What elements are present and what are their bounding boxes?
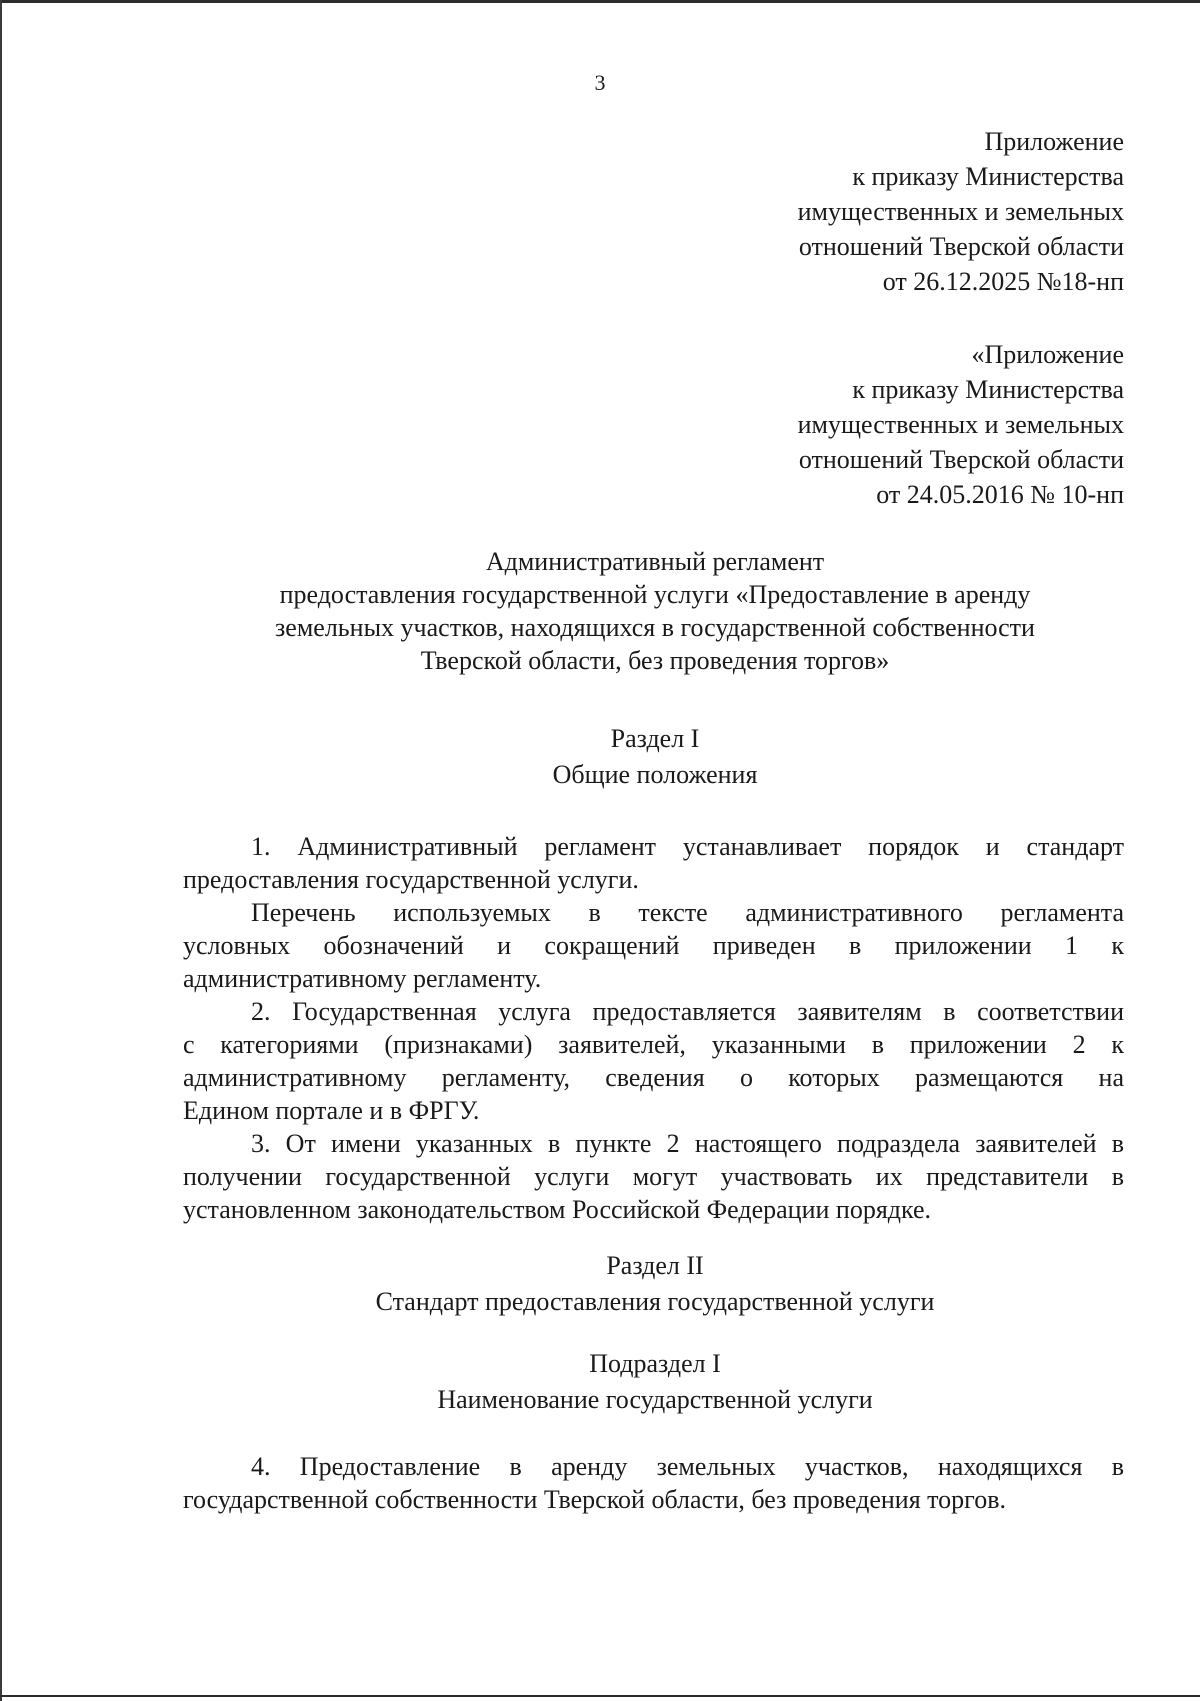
- subsection-label: Подраздел I: [589, 1349, 721, 1378]
- page-number: 3: [594, 70, 606, 95]
- section-title: Стандарт предоставления государственной услуги: [375, 1287, 935, 1316]
- title-line: предоставления государственной услуги «Предоставление в аренду: [279, 580, 1031, 609]
- approval-stamp-original: [798, 337, 1124, 512]
- approval-stamp-current: [798, 124, 1124, 299]
- section-1-body: [183, 830, 1124, 1226]
- paragraph-line: установленном законодательством Российской Федерации порядке.: [183, 1195, 932, 1224]
- paragraph-line: с категориями (признаками) заявителей, указанными в приложении 2 к: [183, 1030, 1124, 1059]
- approval-line: имущественных и земельных: [797, 410, 1124, 439]
- paragraph-line: административному регламенту.: [183, 964, 542, 993]
- paragraph-line: 1. Административный регламент устанавливает порядок и стандарт: [251, 832, 1124, 861]
- approval-line: отношений Тверской области: [798, 445, 1124, 474]
- approval-line: отношений Тверской области: [798, 232, 1124, 261]
- title-line: Тверской области, без проведения торгов»: [420, 646, 890, 675]
- title-line: земельных участков, находящихся в государственной собственности: [275, 613, 1035, 642]
- approval-line: к приказу Министерства: [852, 162, 1124, 191]
- subsection-1-body: [183, 1450, 1124, 1516]
- section-2-heading: [130, 1248, 1180, 1320]
- document-title: [130, 545, 1180, 677]
- paragraph-line: государственной собственности Тверской области, без проведения торгов.: [183, 1485, 1006, 1514]
- approval-line: «Приложение: [971, 340, 1124, 369]
- paragraph-line: 2. Государственная услуга предоставляется заявителям в соответствии: [251, 997, 1124, 1026]
- subsection-1-heading: [130, 1346, 1180, 1418]
- page-border-bottom: [0, 1695, 1200, 1697]
- page-border-left: [0, 0, 2, 1701]
- section-label: Раздел II: [606, 1251, 704, 1280]
- subsection-title: Наименование государственной услуги: [437, 1385, 873, 1414]
- page-border-top: [0, 0, 1200, 3]
- paragraph-line: Едином портале и в ФРГУ.: [183, 1096, 480, 1125]
- approval-line: Приложение: [984, 127, 1124, 156]
- section-1-heading: [130, 721, 1180, 793]
- paragraph-line: предоставления государственной услуги.: [183, 865, 639, 894]
- paragraph-line: условных обозначений и сокращений приведен в приложении 1 к: [183, 931, 1124, 960]
- section-title: Общие положения: [552, 760, 758, 789]
- approval-line: имущественных и земельных: [797, 197, 1124, 226]
- approval-line: от 24.05.2016 № 10-нп: [876, 480, 1124, 509]
- title-line: Административный регламент: [485, 547, 825, 576]
- approval-line: к приказу Министерства: [852, 375, 1124, 404]
- paragraph-line: 3. От имени указанных в пункте 2 настоящего подраздела заявителей в: [251, 1129, 1124, 1158]
- paragraph-line: Перечень используемых в тексте административного регламента: [251, 898, 1124, 927]
- paragraph-line: административному регламенту, сведения о которых размещаются на: [183, 1063, 1124, 1092]
- paragraph-line: 4. Предоставление в аренду земельных участков, находящихся в: [251, 1452, 1124, 1481]
- section-label: Раздел I: [610, 724, 700, 753]
- paragraph-line: получении государственной услуги могут участвовать их представители в: [183, 1162, 1124, 1191]
- approval-line: от 26.12.2025 №18-нп: [882, 267, 1124, 296]
